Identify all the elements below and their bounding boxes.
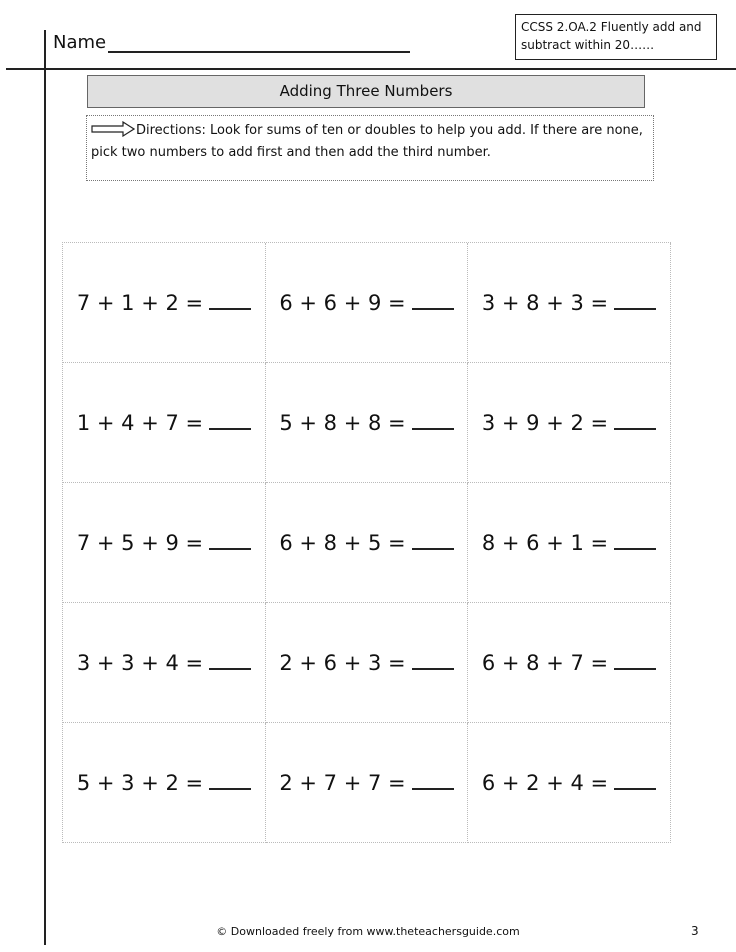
problem-text: 7 + 5 + 9 =	[76, 530, 204, 555]
problem-grid	[62, 242, 671, 843]
answer-blank[interactable]	[209, 416, 251, 430]
problem-cell	[266, 363, 468, 483]
problem-text: 1 + 4 + 7 =	[76, 410, 204, 435]
problem-cell	[63, 243, 266, 363]
problem-text: 5 + 3 + 2 =	[76, 770, 204, 795]
name-blank-line[interactable]	[108, 35, 410, 53]
problem-text: 5 + 8 + 8 =	[279, 410, 406, 435]
problem-cell	[468, 363, 671, 483]
worksheet-title: Adding Three Numbers	[87, 75, 645, 108]
problem-text: 6 + 2 + 4 =	[481, 770, 609, 795]
answer-blank[interactable]	[614, 656, 656, 670]
answer-blank[interactable]	[412, 776, 454, 790]
answer-blank[interactable]	[209, 656, 251, 670]
header-divider-line	[6, 68, 736, 70]
problem-text: 2 + 7 + 7 =	[279, 770, 406, 795]
problem-text: 6 + 8 + 7 =	[481, 650, 609, 675]
answer-blank[interactable]	[614, 776, 656, 790]
problem-text: 3 + 9 + 2 =	[481, 410, 609, 435]
answer-blank[interactable]	[412, 656, 454, 670]
name-field	[53, 32, 410, 53]
page-number: 3	[691, 924, 699, 938]
margin-line-vertical	[44, 30, 46, 945]
problem-cell	[468, 483, 671, 603]
problem-cell	[63, 483, 266, 603]
problem-text: 6 + 8 + 5 =	[279, 530, 406, 555]
directions-text: Directions: Look for sums of ten or doubles to help you add. If there are none, pick two numbers to add first and then add the third number.	[91, 123, 643, 160]
problem-cell	[63, 363, 266, 483]
problem-cell	[266, 483, 468, 603]
name-label: Name	[53, 32, 107, 53]
answer-blank[interactable]	[209, 296, 251, 310]
answer-blank[interactable]	[614, 416, 656, 430]
problem-cell	[468, 723, 671, 843]
answer-blank[interactable]	[209, 536, 251, 550]
problem-cell	[63, 723, 266, 843]
answer-blank[interactable]	[412, 296, 454, 310]
footer-credit: © Downloaded freely from www.theteachersguide.com	[216, 925, 520, 938]
answer-blank[interactable]	[614, 296, 656, 310]
answer-blank[interactable]	[614, 536, 656, 550]
problem-text: 7 + 1 + 2 =	[76, 290, 204, 315]
standard-box: CCSS 2.OA.2 Fluently add and subtract within 20……	[515, 14, 717, 60]
problem-cell	[266, 723, 468, 843]
problem-cell	[266, 243, 468, 363]
problem-text: 8 + 6 + 1 =	[481, 530, 609, 555]
answer-blank[interactable]	[209, 776, 251, 790]
directions-box	[86, 115, 654, 181]
answer-blank[interactable]	[412, 536, 454, 550]
arrow-icon	[91, 121, 135, 137]
problem-cell	[63, 603, 266, 723]
problem-cell	[468, 243, 671, 363]
problem-cell	[468, 603, 671, 723]
problem-text: 3 + 3 + 4 =	[76, 650, 204, 675]
answer-blank[interactable]	[412, 416, 454, 430]
problem-cell	[266, 603, 468, 723]
problem-text: 3 + 8 + 3 =	[481, 290, 609, 315]
problem-text: 6 + 6 + 9 =	[279, 290, 406, 315]
problem-text: 2 + 6 + 3 =	[279, 650, 406, 675]
